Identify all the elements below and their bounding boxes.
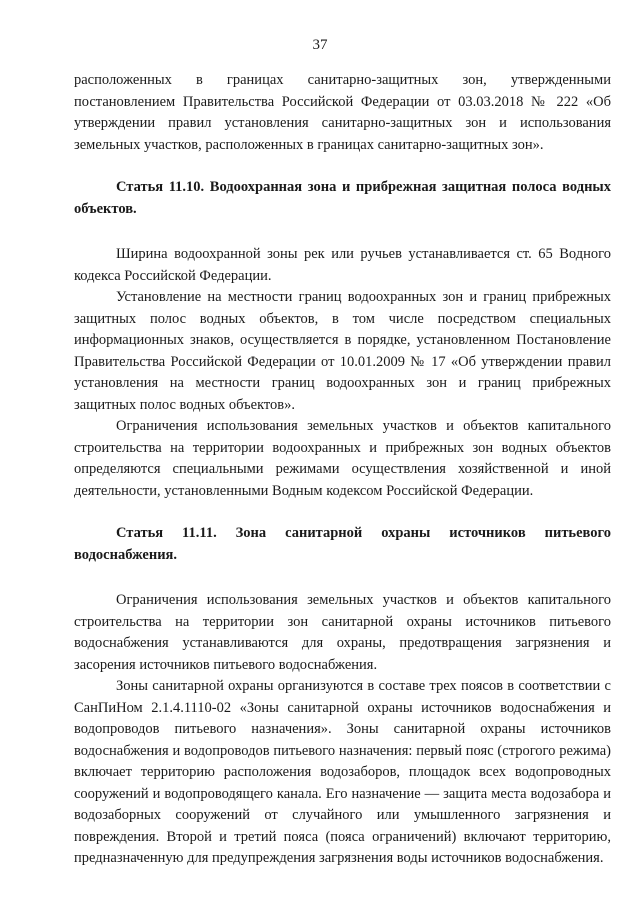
spacer — [74, 220, 611, 244]
article-11-10-paragraph-2: Установление на местности границ водоохранных зон и границ прибрежных защитных полос водных объектов, в том числе посредством специальных информационных знаков, осуществляется в порядке, установленном Постановление Правительства Российской Федерации от 10.01.2009 № 17 «Об утверждении правил установления на местности границ водоохранных зон и границ прибрежных защитных полос водных объектов». — [74, 289, 611, 413]
spacer — [74, 566, 611, 590]
spacer — [74, 502, 611, 523]
article-11-10-paragraph-3: Ограничения использования земельных участков и объектов капитального строительства на территории водоохранных и прибрежных зон водных объектов определяются специальными режимами осуществления хозяйственной и иной деятельности, установленными Водным кодексом Российской Федерации. — [74, 418, 611, 499]
document-body — [74, 70, 611, 870]
spacer — [74, 156, 611, 177]
article-11-10-paragraph-1: Ширина водоохранной зоны рек или ручьев устанавливается ст. 65 Водного кодекса Российской Федерации. — [74, 246, 611, 284]
page-number: 37 — [312, 37, 328, 53]
article-11-11-paragraph-1: Ограничения использования земельных участков и объектов капитального строительства на территории зон санитарной охраны источников питьевого водоснабжения устанавливаются для охраны, предотвращения загрязнения и засорения источников питьевого водоснабжения. — [74, 592, 611, 673]
article-11-10-heading: Статья 11.10. Водоохранная зона и прибрежная защитная полоса водных объектов. — [74, 179, 611, 217]
intro-paragraph: расположенных в границах санитарно-защитных зон, утвержденными постановлением Правительства Российской Федерации от 03.03.2018 № 222 «Об утверждении правил установления санитарно-защитных зон и использования земельных участков, расположенных в границах санитарно-защитных зон». — [74, 72, 611, 153]
article-11-11-heading: Статья 11.11. Зона санитарной охраны источников питьевого водоснабжения. — [74, 525, 611, 563]
article-11-11-paragraph-2: Зоны санитарной охраны организуются в составе трех поясов в соответствии с СанПиНом 2.1.4.1110-02 «Зоны санитарной охраны источников водоснабжения и водопроводов питьевого назначения». Зоны санитарной охраны источников водоснабжения и водопроводов питьевого назначения: первый пояс (строгого режима) включает территорию расположения водозаборов, площадок всех водопроводных сооружений и водопроводящего канала. Его назначение — защита места водозабора и водозаборных сооружений от случайного или умышленного загрязнения и повреждения. Второй и третий пояса (пояса ограничений) включают территорию, предназначенную для предупреждения загрязнения воды источников водоснабжения. — [74, 678, 611, 866]
